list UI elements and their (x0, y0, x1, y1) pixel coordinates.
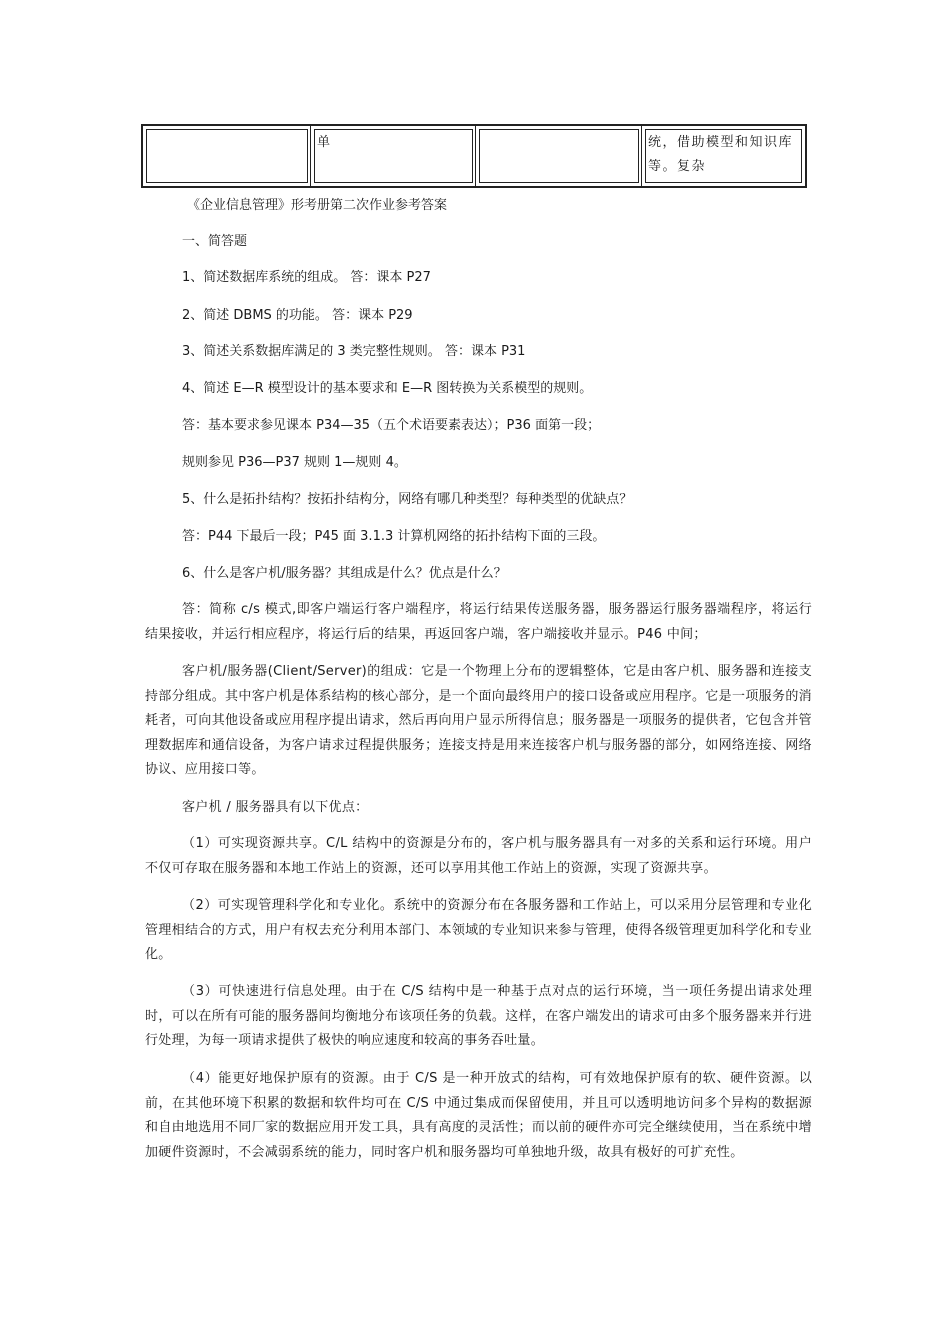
question-1: 1、简述数据库系统的组成。 答：课本 P27 (182, 270, 431, 285)
table-cell (476, 126, 642, 186)
question-5: 5、什么是拓扑结构？按拓扑结构分，网络有哪几种类型？每种类型的优缺点？ (182, 492, 633, 507)
table-cell: 统，借助模型和知识库等。复杂 (642, 126, 805, 186)
answer-6-paragraph: 客户机/服务器(Client/Server)的组成：它是一个物理上分布的逻辑整体，它是由客户机、服务器和连接支持部分组成。其中客户机是体系结构的核心部分，是一个面向最终用户的接口设备或应用程序。它是一项服务的消耗者，可向其他设备或应用程序提出请求，然后再向用户显示所得信息；服务器是一项服务的提供者，它包含并管理数据库和通信设备，为客户请求过程提供服务；连接支持是用来连接客户机与服务器的部分，如网络连接、网络协议、应用接口等。 (145, 664, 812, 777)
section-heading: 一、简答题 (182, 234, 248, 249)
answer-4-line-1: 答：基本要求参见课本 P34—35（五个术语要素表达）；P36 面第一段； (182, 418, 601, 433)
question-4: 4、简述 E—R 模型设计的基本要求和 E—R 图转换为关系模型的规则。 (182, 381, 593, 396)
question-3: 3、简述关系数据库满足的 3 类完整性规则。 答：课本 P31 (182, 344, 526, 359)
answer-6-paragraph: 答：简称 c/s 模式,即客户端运行客户端程序，将运行结果传送服务器，服务器运行服务器端程序，将运行结果接收，并运行相应程序，将运行后的结果，再返回客户端，客户端接收并显示。P46 中间； (145, 602, 812, 642)
answer-4-line-2: 规则参见 P36—P37 规则 1—规则 4。 (182, 455, 407, 470)
answer-6-paragraph: 客户机 / 服务器具有以下优点： (182, 800, 369, 815)
answer-6-paragraph: （3）可快速进行信息处理。由于在 C/S 结构中是一种基于点对点的运行环境，当一项任务提出请求处理时，可以在所有可能的服务器间均衡地分布该项任务的负载。这样，在客户端发出的请求可由多个服务器来并行进行处理，为每一项请求提供了极快的响应速度和较高的事务吞吐量。 (145, 984, 812, 1048)
document-title: 《企业信息管理》形考册第二次作业参考答案 (187, 198, 448, 213)
answer-6-paragraph: （4）能更好地保护原有的资源。由于 C/S 是一种开放式的结构，可有效地保护原有的软、硬件资源。以前，在其他环境下积累的数据和软件均可在 C/S 中通过集成而保留使用，并且可以透明地访问多个异构的数据源和自由地选用不同厂家的数据应用开发工具，具有高度的灵活性；而以前的硬件亦可完全继续使用，当在系统中增加硬件资源时，不会减弱系统的能力，同时客户机和服务器均可单独地升级，故具有极好的可扩充性。 (145, 1071, 812, 1160)
question-6: 6、什么是客户机/服务器？其组成是什么？优点是什么？ (182, 566, 507, 581)
table-fragment (141, 124, 807, 188)
answer-6-paragraph: （2）可实现管理科学化和专业化。系统中的资源分布在各服务器和工作站上，可以采用分层管理和专业化管理相结合的方式，用户有权去充分利用本部门、本领域的专业知识来参与管理，使得各级管理更加科学化和专业化。 (145, 898, 812, 962)
table-cell: 单 (311, 126, 476, 186)
table-cell (143, 126, 311, 186)
answer-6-paragraph: （1）可实现资源共享。C/L 结构中的资源是分布的，客户机与服务器具有一对多的关系和运行环境。用户不仅可存取在服务器和本地工作站上的资源，还可以享用其他工作站上的资源，实现了资源共享。 (145, 836, 812, 876)
question-2: 2、简述 DBMS 的功能。 答：课本 P29 (182, 308, 413, 323)
answer-5: 答：P44 下最后一段；P45 面 3.1.3 计算机网络的拓扑结构下面的三段。 (182, 529, 606, 544)
